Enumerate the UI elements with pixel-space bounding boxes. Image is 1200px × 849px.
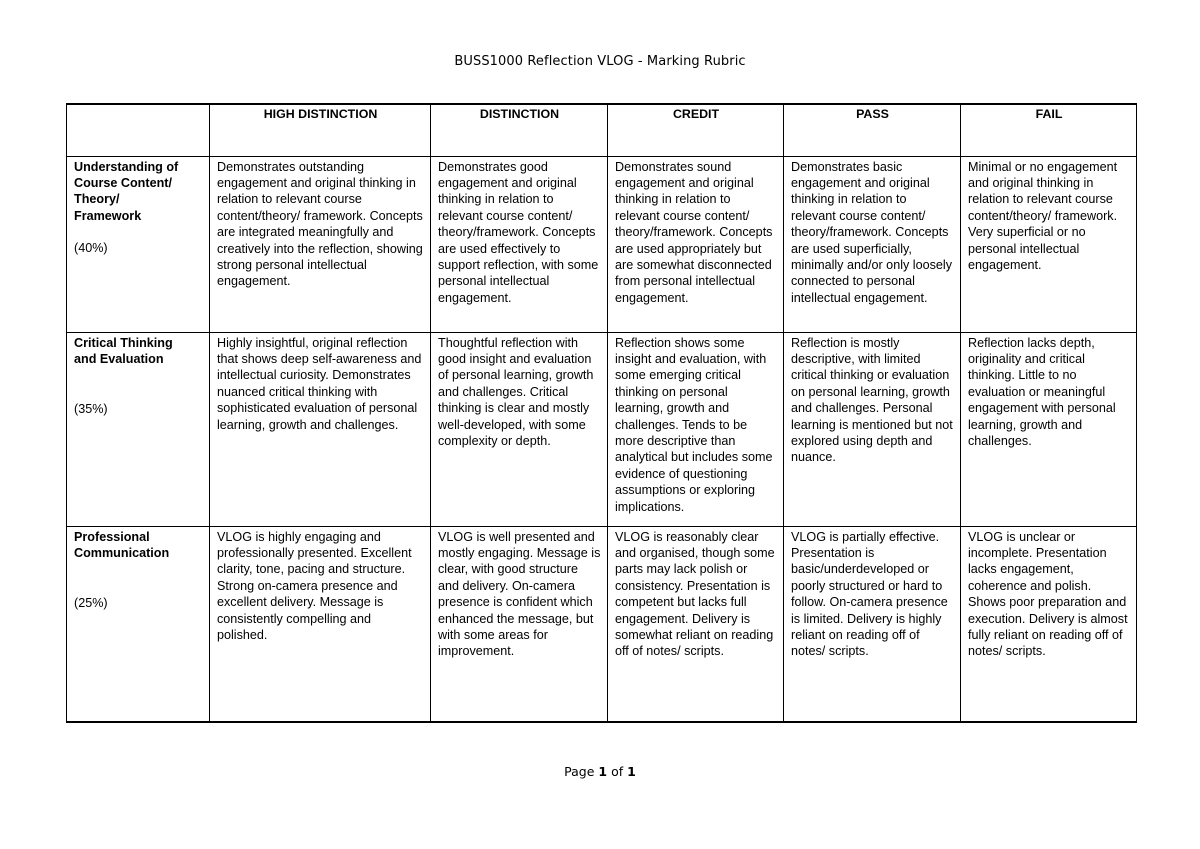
page-of-label: of xyxy=(611,764,624,779)
rubric-cell-distinction: Thoughtful reflection with good insight and evaluation of personal learning, growth and challenges. Critical thinking is clear and mostly well-developed, with some complexity or depth. xyxy=(431,332,608,526)
criterion-cell xyxy=(67,332,210,526)
criterion-name: Understanding of Course Content/ Theory/ Framework xyxy=(74,159,179,223)
criterion-name: Professional Communication xyxy=(74,529,170,560)
rubric-cell-fail: VLOG is unclear or incomplete. Presentation lacks engagement, coherence and polish. Shows poor preparation and execution. Delivery is almost fully reliant on reading off of notes/ scripts. xyxy=(961,526,1137,722)
page-label: Page xyxy=(564,764,595,779)
rubric-cell-high-distinction: Demonstrates outstanding engagement and original thinking in relation to relevant course content/theory/ framework. Concepts are integrated meaningfully and creatively into the reflection, showing strong personal intellectual engagement. xyxy=(210,156,431,332)
rubric-cell-credit: Demonstrates sound engagement and original thinking in relation to relevant course content/ theory/framework. Concepts are used appropriately but are somewhat disconnected from personal intellectual engagement. xyxy=(608,156,784,332)
rubric-cell-fail: Reflection lacks depth, originality and critical thinking. Little to no evaluation or meaningful engagement with personal learning, growth and challenges. xyxy=(961,332,1137,526)
rubric-cell-distinction: VLOG is well presented and mostly engaging. Message is clear, with good structure and delivery. On-camera presence is confident which enhanced the message, but with some areas for improvement. xyxy=(431,526,608,722)
rubric-cell-credit: VLOG is reasonably clear and organised, though some parts may lack polish or consistency. Presentation is competent but lacks full engagement. Delivery is somewhat reliant on reading off of notes/ scripts. xyxy=(608,526,784,722)
criterion-weight: (25%) xyxy=(74,596,108,611)
page-total: 1 xyxy=(627,764,636,779)
header-cell-credit: CREDIT xyxy=(608,104,784,156)
header-cell-fail: FAIL xyxy=(961,104,1137,156)
header-cell-high-distinction: HIGH DISTINCTION xyxy=(210,104,431,156)
rubric-cell-distinction: Demonstrates good engagement and original thinking in relation to relevant course content/ theory/framework. Concepts are used effectively to support reflection, with some personal intellectual engagement. xyxy=(431,156,608,332)
header-row xyxy=(67,104,1137,156)
page-current: 1 xyxy=(598,764,608,779)
page-number-footer xyxy=(0,764,1200,779)
rubric-cell-pass: Reflection is mostly descriptive, with limited critical thinking or evaluation on personal learning, growth and challenges. Personal learning is mentioned but not explored using depth and nuance. xyxy=(784,332,961,526)
rubric-cell-high-distinction: Highly insightful, original reflection that shows deep self-awareness and intellectual curiosity. Demonstrates nuanced critical thinking with sophisticated evaluation of personal learning, growth and challenges. xyxy=(210,332,431,526)
rubric-cell-pass: Demonstrates basic engagement and original thinking in relation to relevant course content/ theory/framework. Concepts are used superficially, minimally and/or only loosely connected to personal intellectual engagement. xyxy=(784,156,961,332)
table-row-understanding xyxy=(67,156,1137,332)
rubric-cell-fail: Minimal or no engagement and original thinking in relation to relevant course content/theory/ framework. Very superficial or no personal intellectual engagement. xyxy=(961,156,1137,332)
rubric-cell-high-distinction: VLOG is highly engaging and professionally presented. Excellent clarity, tone, pacing and structure. Strong on-camera presence and excellent delivery. Message is consistently compelling and polished. xyxy=(210,526,431,722)
criterion-cell xyxy=(67,526,210,722)
rubric-cell-pass: VLOG is partially effective. Presentation is basic/underdeveloped or poorly structured or hard to follow. On-camera presence is limited. Delivery is highly reliant on reading off of notes/ scripts. xyxy=(784,526,961,722)
criterion-name: Critical Thinking and Evaluation xyxy=(74,335,173,366)
criterion-weight: (40%) xyxy=(74,241,108,256)
table-row-professional-communication xyxy=(67,526,1137,722)
rubric-cell-credit: Reflection shows some insight and evaluation, with some emerging critical thinking on personal learning, growth and challenges. Tends to be more descriptive than analytical but includes some evidence of questioning assumptions or exploring implications. xyxy=(608,332,784,526)
header-cell-blank xyxy=(67,104,210,156)
criterion-weight: (35%) xyxy=(74,402,108,417)
table-row-critical-thinking xyxy=(67,332,1137,526)
criterion-cell xyxy=(67,156,210,332)
marking-rubric-table xyxy=(66,103,1137,723)
document-title: BUSS1000 Reflection VLOG - Marking Rubric xyxy=(454,54,746,69)
header-cell-pass: PASS xyxy=(784,104,961,156)
header-cell-distinction: DISTINCTION xyxy=(431,104,608,156)
